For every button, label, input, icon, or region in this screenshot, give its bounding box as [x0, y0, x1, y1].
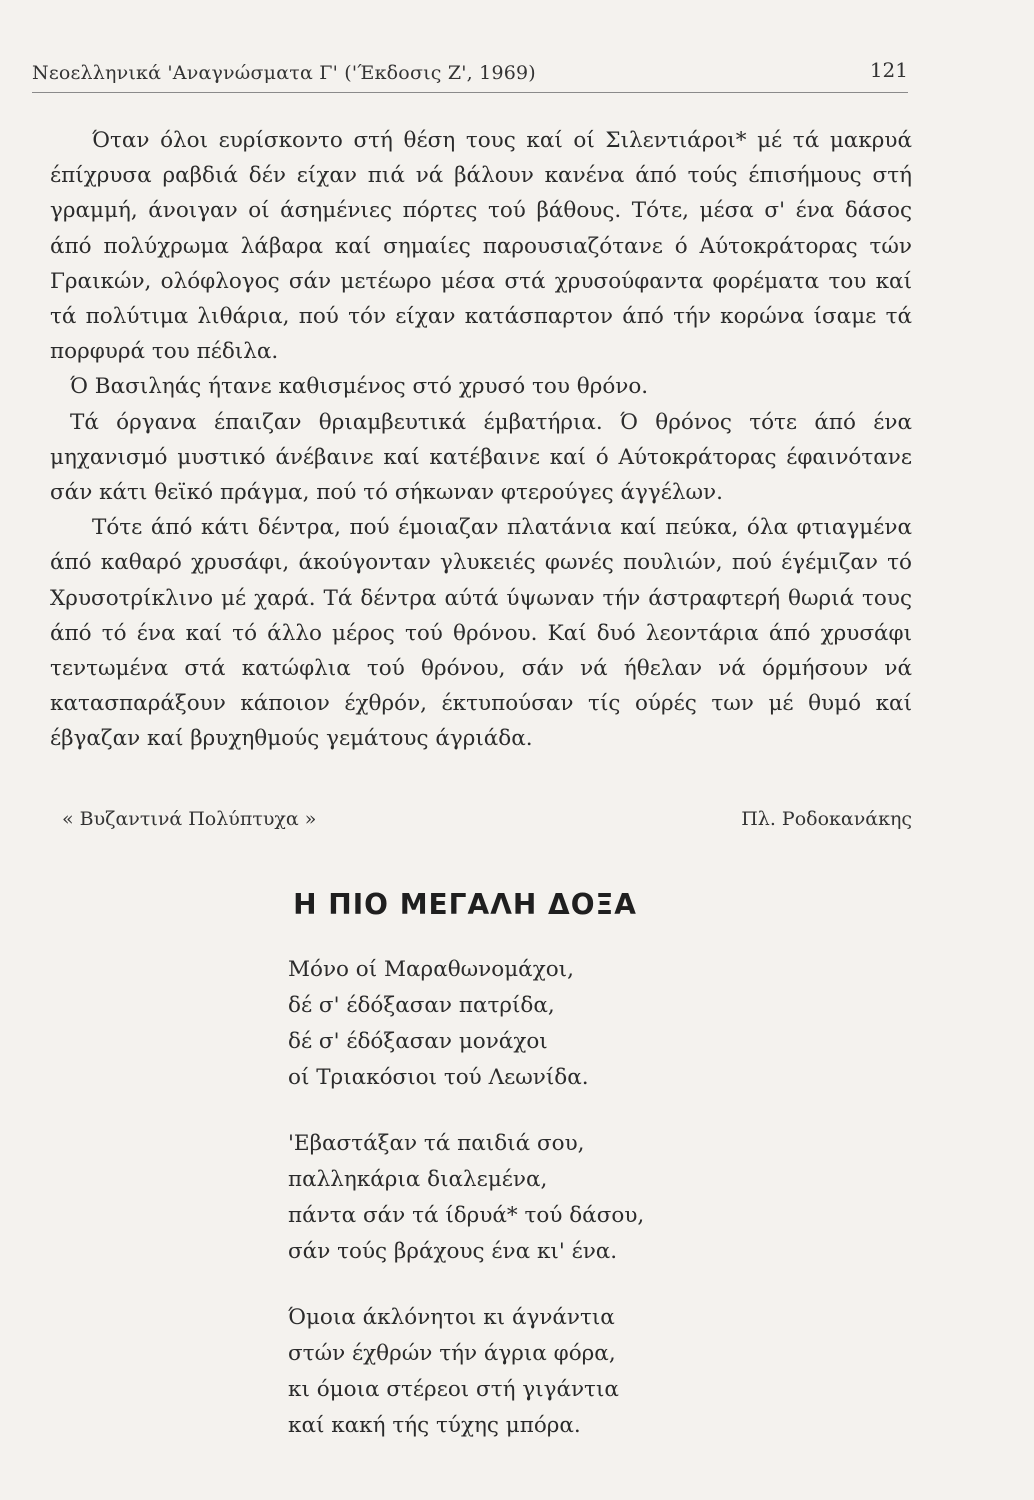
- poem-stanza: [288, 1126, 888, 1270]
- paragraph: Ό Βασιληάς ήτανε καθισμένος στό χρυσό του θρόνο.: [70, 374, 649, 400]
- poem-line: σάν τούς βράχους ένα κι' ένα.: [288, 1239, 618, 1264]
- poem-line: κι όμοια στέρεοι στή γιγάντια: [288, 1377, 619, 1402]
- source-author: Πλ. Ροδοκανάκης: [741, 808, 912, 830]
- source-attribution: [50, 808, 912, 838]
- source-book-title: « Βυζαντινά Πολύπτυχα »: [62, 808, 317, 830]
- poem-line: Μόνο οί Μαραθωνομάχοι,: [288, 957, 574, 982]
- poem-stanza: [288, 952, 888, 1096]
- poem-line: δέ σ' έδόξασαν πατρίδα,: [288, 993, 555, 1018]
- poem-line: Όμοια άκλόνητοι κι άγνάντια: [288, 1305, 615, 1330]
- paragraph: Τότε άπό κάτι δέντρα, πού έμοιαζαν πλατάνια καί πεύκα, όλα φτιαγμένα άπό καθαρό χρυσάφι, άκούγονταν γλυκειές φωνές πουλιών, πού έγέμιζαν τό Χρυσοτρίκλινο μέ χαρά. Τά δέντρα αύτά ύψωναν τήν άστραφτερή θωριά τους άπό τό ένα καί τό άλλο μέρος τού θρόνου. Καί δυό λεοντάρια άπό χρυσάφι τεντωμένα στά κατώφλια τού θρόνου, σάν νά ήθελαν νά όρμήσουν νά κατασπαράξουν κάποιον έχθρόν, έκτυπούσαν τίς ούρές των μέ θυμό καί έβγαζαν καί βρυχηθμούς γεμάτους άγριάδα.: [50, 515, 912, 752]
- poem-line: 'Εβαστάξαν τά παιδιά σου,: [288, 1131, 585, 1156]
- paragraph: Τά όργανα έπαιζαν θριαμβευτικά έμβατήρια. Ό θρόνος τότε άπό ένα μηχανισμό μυστικό άνέβαινε καί κατέβαινε καί ό Αύτοκράτορας έφαινότανε σάν κάτι θεϊκό πράγμα, πού τό σήκωναν φτερούγες άγγέλων.: [50, 409, 912, 506]
- poem-title: Η ΠΙΟ ΜΕΓΑΛΗ ΔΟΞΑ: [293, 888, 637, 921]
- paragraph: Όταν όλοι ευρίσκοντο στή θέση τους καί οί Σιλεντιάροι* μέ τά μακρυά έπίχρυσα ραβδιά δέν είχαν πιά νά βάλουν κανένα άπό τούς έπισήμους στή γραμμή, άνοιγαν οί άσημένιες πόρτες τού βάθους. Τότε, μέσα σ' ένα δάσος άπό πολύχρωμα λάβαρα καί σημαίες παρουσιαζότανε ό Αύτοκράτορας τών Γραικών, ολόφλογος σάν μετέωρο μέσα στά χρυσούφαντα φορέματα του καί τά πολύτιμα λιθάρια, πού τόν είχαν κατάσπαρτον άπό τήν κορώνα ίσαμε τά πορφυρά του πέδιλα.: [50, 128, 912, 365]
- poem-line: στών έχθρών τήν άγρια φόρα,: [288, 1341, 616, 1366]
- poem-line: οί Τριακόσιοι τού Λεωνίδα.: [288, 1065, 589, 1090]
- poem: [288, 952, 888, 1474]
- poem-line: παλληκάρια διαλεμένα,: [288, 1167, 548, 1192]
- poem-line: δέ σ' έδόξασαν μονάχοι: [288, 1029, 548, 1054]
- book-title-header: Νεοελληνικά 'Αναγνώσματα Γ' ('Έκδοσις Ζ', 1969): [32, 62, 536, 84]
- running-header: [32, 58, 908, 93]
- prose-text: [50, 123, 912, 757]
- poem-stanza: [288, 1300, 888, 1444]
- poem-line: καί κακή τής τύχης μπόρα.: [288, 1413, 581, 1438]
- page-number: 121: [869, 58, 908, 82]
- poem-line: πάντα σάν τά ίδρυά* τού δάσου,: [288, 1203, 645, 1228]
